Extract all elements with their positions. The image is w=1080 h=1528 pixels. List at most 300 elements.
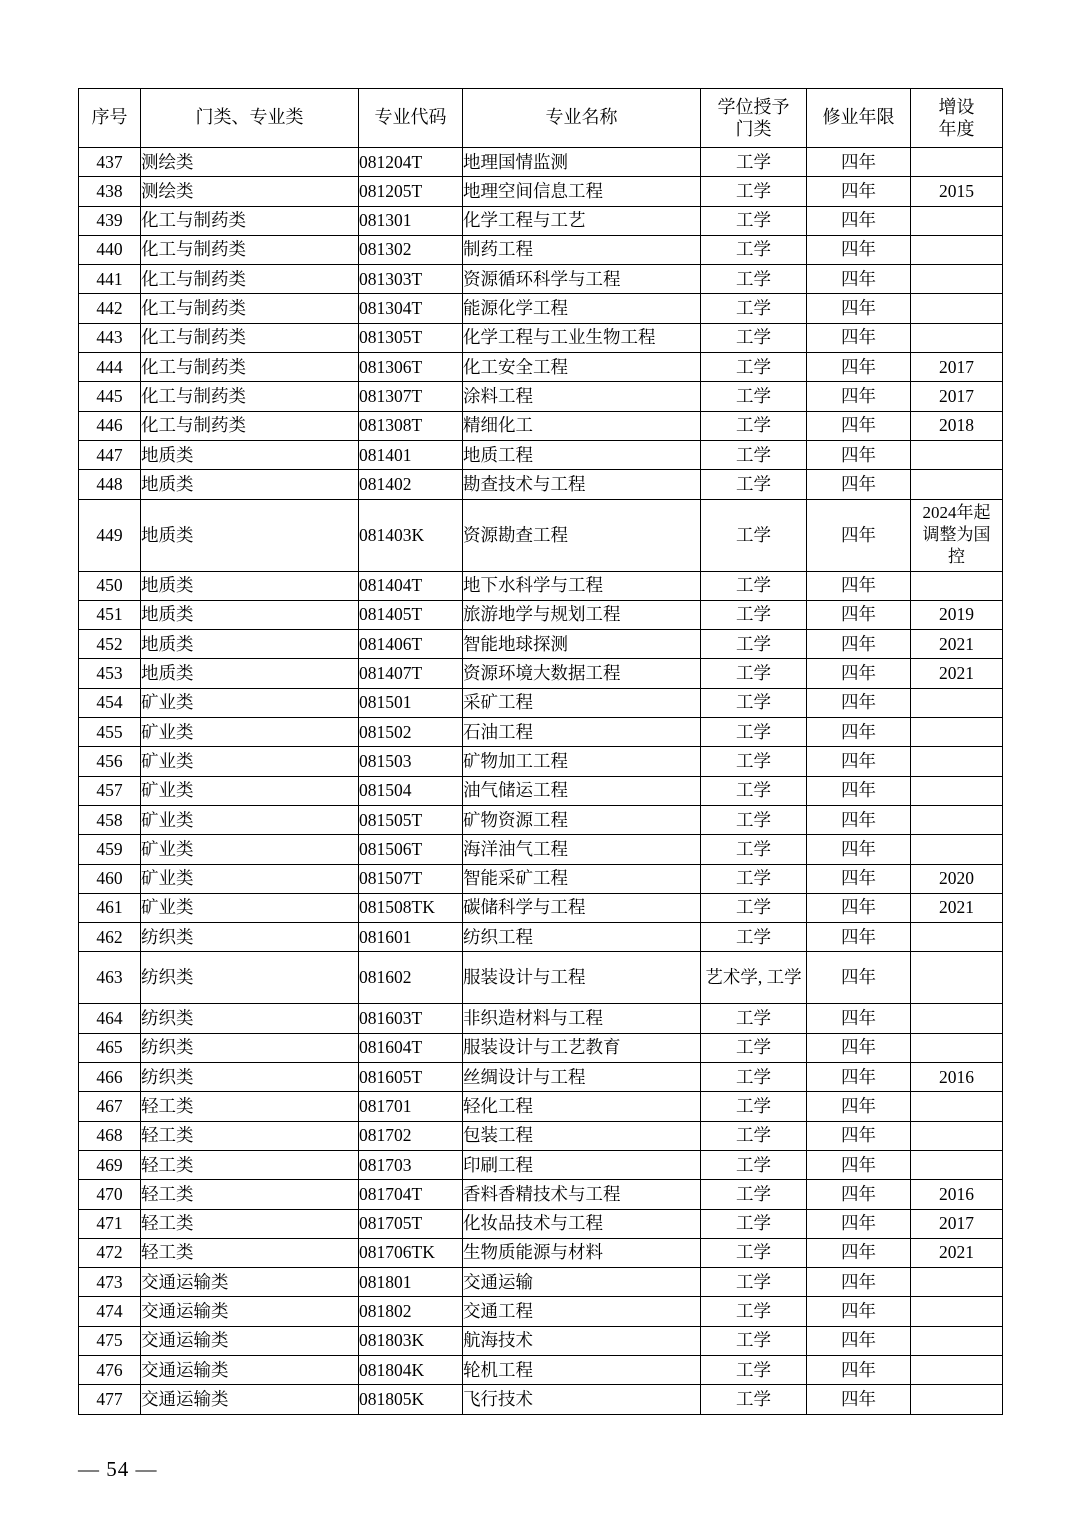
cell-major-name: 地质工程 bbox=[463, 440, 701, 469]
table-row bbox=[79, 1180, 1003, 1209]
cell-added-year: 2021 bbox=[911, 659, 1003, 688]
cell-major-name: 丝绸设计与工程 bbox=[463, 1063, 701, 1092]
cell-duration: 四年 bbox=[807, 747, 911, 776]
cell-major-name: 化妆品技术与工程 bbox=[463, 1209, 701, 1238]
cell-duration: 四年 bbox=[807, 235, 911, 264]
cell-added-year bbox=[911, 1004, 1003, 1033]
cell-serial: 444 bbox=[79, 353, 141, 382]
table-row bbox=[79, 1268, 1003, 1297]
page-number: — 54 — bbox=[78, 1457, 158, 1481]
cell-code: 081401 bbox=[359, 440, 463, 469]
cell-added-year bbox=[911, 747, 1003, 776]
cell-code: 081301 bbox=[359, 206, 463, 235]
cell-category: 化工与制药类 bbox=[141, 411, 359, 440]
cell-code: 081405T bbox=[359, 600, 463, 629]
cell-category: 矿业类 bbox=[141, 864, 359, 893]
cell-category: 化工与制药类 bbox=[141, 265, 359, 294]
cell-serial: 472 bbox=[79, 1238, 141, 1267]
cell-degree: 工学 bbox=[701, 235, 807, 264]
cell-added-year bbox=[911, 1150, 1003, 1179]
cell-serial: 449 bbox=[79, 499, 141, 571]
cell-category: 化工与制药类 bbox=[141, 353, 359, 382]
cell-added-year bbox=[911, 1326, 1003, 1355]
cell-duration: 四年 bbox=[807, 294, 911, 323]
cell-code: 081407T bbox=[359, 659, 463, 688]
cell-duration: 四年 bbox=[807, 893, 911, 922]
cell-duration: 四年 bbox=[807, 1326, 911, 1355]
cell-category: 地质类 bbox=[141, 630, 359, 659]
cell-major-name: 勘查技术与工程 bbox=[463, 470, 701, 499]
cell-category: 化工与制药类 bbox=[141, 294, 359, 323]
cell-added-year bbox=[911, 1355, 1003, 1384]
column-header-serial: 序号 bbox=[79, 89, 141, 148]
cell-code: 081706TK bbox=[359, 1238, 463, 1267]
cell-duration: 四年 bbox=[807, 835, 911, 864]
cell-duration: 四年 bbox=[807, 864, 911, 893]
cell-major-name: 涂料工程 bbox=[463, 382, 701, 411]
cell-duration: 四年 bbox=[807, 718, 911, 747]
cell-category: 化工与制药类 bbox=[141, 235, 359, 264]
cell-duration: 四年 bbox=[807, 440, 911, 469]
cell-major-name: 碳储科学与工程 bbox=[463, 893, 701, 922]
cell-serial: 458 bbox=[79, 805, 141, 834]
cell-degree: 工学 bbox=[701, 805, 807, 834]
cell-category: 轻工类 bbox=[141, 1180, 359, 1209]
cell-duration: 四年 bbox=[807, 805, 911, 834]
cell-degree: 工学 bbox=[701, 206, 807, 235]
cell-code: 081402 bbox=[359, 470, 463, 499]
cell-duration: 四年 bbox=[807, 1180, 911, 1209]
cell-major-name: 石油工程 bbox=[463, 718, 701, 747]
cell-serial: 475 bbox=[79, 1326, 141, 1355]
cell-degree: 工学 bbox=[701, 1385, 807, 1414]
cell-major-name: 海洋油气工程 bbox=[463, 835, 701, 864]
cell-duration: 四年 bbox=[807, 1150, 911, 1179]
cell-category: 化工与制药类 bbox=[141, 323, 359, 352]
cell-serial: 446 bbox=[79, 411, 141, 440]
table-row bbox=[79, 206, 1003, 235]
cell-degree: 工学 bbox=[701, 688, 807, 717]
cell-serial: 445 bbox=[79, 382, 141, 411]
cell-added-year bbox=[911, 805, 1003, 834]
cell-major-name: 非织造材料与工程 bbox=[463, 1004, 701, 1033]
cell-major-name: 印刷工程 bbox=[463, 1150, 701, 1179]
cell-added-year bbox=[911, 1268, 1003, 1297]
cell-category: 轻工类 bbox=[141, 1150, 359, 1179]
cell-duration: 四年 bbox=[807, 1297, 911, 1326]
cell-serial: 438 bbox=[79, 177, 141, 206]
cell-serial: 456 bbox=[79, 747, 141, 776]
cell-major-name: 化工安全工程 bbox=[463, 353, 701, 382]
cell-category: 地质类 bbox=[141, 499, 359, 571]
cell-serial: 461 bbox=[79, 893, 141, 922]
cell-degree: 工学 bbox=[701, 835, 807, 864]
cell-degree: 工学 bbox=[701, 893, 807, 922]
cell-category: 测绘类 bbox=[141, 177, 359, 206]
cell-category: 矿业类 bbox=[141, 718, 359, 747]
cell-added-year bbox=[911, 265, 1003, 294]
cell-major-name: 化学工程与工艺 bbox=[463, 206, 701, 235]
cell-code: 081303T bbox=[359, 265, 463, 294]
cell-duration: 四年 bbox=[807, 1063, 911, 1092]
cell-serial: 463 bbox=[79, 952, 141, 1004]
cell-degree: 工学 bbox=[701, 177, 807, 206]
cell-serial: 452 bbox=[79, 630, 141, 659]
table-row bbox=[79, 893, 1003, 922]
cell-serial: 474 bbox=[79, 1297, 141, 1326]
cell-degree: 工学 bbox=[701, 1004, 807, 1033]
cell-category: 纺织类 bbox=[141, 1063, 359, 1092]
cell-code: 081604T bbox=[359, 1033, 463, 1062]
cell-serial: 441 bbox=[79, 265, 141, 294]
cell-category: 测绘类 bbox=[141, 148, 359, 177]
cell-degree: 工学 bbox=[701, 1238, 807, 1267]
cell-added-year bbox=[911, 1297, 1003, 1326]
cell-serial: 451 bbox=[79, 600, 141, 629]
cell-category: 纺织类 bbox=[141, 1033, 359, 1062]
cell-added-year: 2017 bbox=[911, 382, 1003, 411]
cell-category: 轻工类 bbox=[141, 1121, 359, 1150]
cell-major-name: 旅游地学与规划工程 bbox=[463, 600, 701, 629]
cell-major-name: 资源勘查工程 bbox=[463, 499, 701, 571]
cell-degree: 工学 bbox=[701, 923, 807, 952]
cell-degree: 工学 bbox=[701, 1297, 807, 1326]
cell-degree: 工学 bbox=[701, 1268, 807, 1297]
table-row bbox=[79, 411, 1003, 440]
cell-category: 轻工类 bbox=[141, 1092, 359, 1121]
cell-duration: 四年 bbox=[807, 1033, 911, 1062]
cell-major-name: 轻化工程 bbox=[463, 1092, 701, 1121]
cell-added-year bbox=[911, 1092, 1003, 1121]
cell-duration: 四年 bbox=[807, 571, 911, 600]
table-row bbox=[79, 440, 1003, 469]
cell-degree: 工学 bbox=[701, 323, 807, 352]
table-row bbox=[79, 1063, 1003, 1092]
cell-serial: 465 bbox=[79, 1033, 141, 1062]
cell-degree: 工学 bbox=[701, 1033, 807, 1062]
table-row bbox=[79, 805, 1003, 834]
cell-category: 矿业类 bbox=[141, 776, 359, 805]
cell-degree: 工学 bbox=[701, 440, 807, 469]
cell-serial: 473 bbox=[79, 1268, 141, 1297]
cell-degree: 工学 bbox=[701, 1209, 807, 1238]
cell-major-name: 服装设计与工程 bbox=[463, 952, 701, 1004]
table-row bbox=[79, 1297, 1003, 1326]
cell-serial: 459 bbox=[79, 835, 141, 864]
cell-code: 081505T bbox=[359, 805, 463, 834]
cell-serial: 460 bbox=[79, 864, 141, 893]
cell-added-year bbox=[911, 923, 1003, 952]
cell-added-year bbox=[911, 294, 1003, 323]
cell-code: 081506T bbox=[359, 835, 463, 864]
cell-added-year bbox=[911, 206, 1003, 235]
cell-category: 地质类 bbox=[141, 440, 359, 469]
cell-duration: 四年 bbox=[807, 1238, 911, 1267]
cell-code: 081305T bbox=[359, 323, 463, 352]
table-row bbox=[79, 1092, 1003, 1121]
cell-degree: 工学 bbox=[701, 571, 807, 600]
cell-added-year: 2024年起调整为国控 bbox=[911, 499, 1003, 571]
cell-code: 081605T bbox=[359, 1063, 463, 1092]
table-row bbox=[79, 323, 1003, 352]
cell-duration: 四年 bbox=[807, 206, 911, 235]
cell-serial: 471 bbox=[79, 1209, 141, 1238]
table-row bbox=[79, 688, 1003, 717]
cell-code: 081503 bbox=[359, 747, 463, 776]
cell-added-year bbox=[911, 323, 1003, 352]
column-header-major-name: 专业名称 bbox=[463, 89, 701, 148]
cell-category: 轻工类 bbox=[141, 1238, 359, 1267]
cell-degree: 工学 bbox=[701, 600, 807, 629]
table-row bbox=[79, 1209, 1003, 1238]
cell-category: 纺织类 bbox=[141, 923, 359, 952]
table-header-row bbox=[79, 89, 1003, 148]
cell-added-year bbox=[911, 952, 1003, 1004]
cell-duration: 四年 bbox=[807, 411, 911, 440]
cell-serial: 437 bbox=[79, 148, 141, 177]
cell-code: 081403K bbox=[359, 499, 463, 571]
cell-category: 矿业类 bbox=[141, 835, 359, 864]
cell-degree: 工学 bbox=[701, 148, 807, 177]
cell-major-name: 精细化工 bbox=[463, 411, 701, 440]
cell-major-name: 地下水科学与工程 bbox=[463, 571, 701, 600]
table-row bbox=[79, 294, 1003, 323]
cell-major-name: 生物质能源与材料 bbox=[463, 1238, 701, 1267]
cell-degree: 工学 bbox=[701, 382, 807, 411]
table-row bbox=[79, 747, 1003, 776]
cell-serial: 477 bbox=[79, 1385, 141, 1414]
cell-serial: 464 bbox=[79, 1004, 141, 1033]
cell-degree: 工学 bbox=[701, 747, 807, 776]
cell-code: 081803K bbox=[359, 1326, 463, 1355]
table-row bbox=[79, 923, 1003, 952]
table-row bbox=[79, 600, 1003, 629]
cell-code: 081308T bbox=[359, 411, 463, 440]
cell-code: 081205T bbox=[359, 177, 463, 206]
table-row bbox=[79, 382, 1003, 411]
cell-duration: 四年 bbox=[807, 148, 911, 177]
cell-code: 081508TK bbox=[359, 893, 463, 922]
table-row bbox=[79, 1150, 1003, 1179]
cell-added-year bbox=[911, 776, 1003, 805]
column-header-degree bbox=[701, 89, 807, 148]
table-row bbox=[79, 1355, 1003, 1384]
cell-code: 081702 bbox=[359, 1121, 463, 1150]
cell-code: 081701 bbox=[359, 1092, 463, 1121]
cell-degree: 工学 bbox=[701, 1150, 807, 1179]
cell-duration: 四年 bbox=[807, 1355, 911, 1384]
cell-added-year bbox=[911, 470, 1003, 499]
cell-major-name: 交通工程 bbox=[463, 1297, 701, 1326]
cell-major-name: 香料香精技术与工程 bbox=[463, 1180, 701, 1209]
cell-category: 轻工类 bbox=[141, 1209, 359, 1238]
cell-category: 化工与制药类 bbox=[141, 206, 359, 235]
table-row bbox=[79, 1385, 1003, 1414]
cell-serial: 448 bbox=[79, 470, 141, 499]
cell-degree: 工学 bbox=[701, 718, 807, 747]
column-header-category: 门类、专业类 bbox=[141, 89, 359, 148]
cell-added-year bbox=[911, 1121, 1003, 1150]
cell-added-year bbox=[911, 688, 1003, 717]
cell-degree: 工学 bbox=[701, 864, 807, 893]
column-header-duration: 修业年限 bbox=[807, 89, 911, 148]
cell-major-name: 制药工程 bbox=[463, 235, 701, 264]
cell-major-name: 智能地球探测 bbox=[463, 630, 701, 659]
table-row bbox=[79, 470, 1003, 499]
cell-added-year bbox=[911, 1385, 1003, 1414]
cell-duration: 四年 bbox=[807, 382, 911, 411]
cell-added-year: 2017 bbox=[911, 1209, 1003, 1238]
column-header-added-year bbox=[911, 89, 1003, 148]
cell-degree: 工学 bbox=[701, 1121, 807, 1150]
cell-degree: 工学 bbox=[701, 265, 807, 294]
cell-added-year: 2019 bbox=[911, 600, 1003, 629]
cell-code: 081802 bbox=[359, 1297, 463, 1326]
cell-serial: 457 bbox=[79, 776, 141, 805]
cell-code: 081304T bbox=[359, 294, 463, 323]
cell-degree: 工学 bbox=[701, 630, 807, 659]
cell-serial: 443 bbox=[79, 323, 141, 352]
cell-category: 矿业类 bbox=[141, 688, 359, 717]
cell-code: 081602 bbox=[359, 952, 463, 1004]
cell-serial: 462 bbox=[79, 923, 141, 952]
cell-major-name: 地理空间信息工程 bbox=[463, 177, 701, 206]
table-row bbox=[79, 718, 1003, 747]
cell-added-year: 2020 bbox=[911, 864, 1003, 893]
cell-duration: 四年 bbox=[807, 952, 911, 1004]
cell-duration: 四年 bbox=[807, 688, 911, 717]
table-row bbox=[79, 1004, 1003, 1033]
cell-duration: 四年 bbox=[807, 1209, 911, 1238]
cell-serial: 466 bbox=[79, 1063, 141, 1092]
cell-serial: 442 bbox=[79, 294, 141, 323]
cell-serial: 469 bbox=[79, 1150, 141, 1179]
cell-major-name: 化学工程与工业生物工程 bbox=[463, 323, 701, 352]
cell-code: 081404T bbox=[359, 571, 463, 600]
table-row bbox=[79, 148, 1003, 177]
cell-degree: 工学 bbox=[701, 659, 807, 688]
cell-serial: 468 bbox=[79, 1121, 141, 1150]
cell-major-name: 矿物加工工程 bbox=[463, 747, 701, 776]
cell-duration: 四年 bbox=[807, 323, 911, 352]
cell-major-name: 航海技术 bbox=[463, 1326, 701, 1355]
cell-major-name: 能源化学工程 bbox=[463, 294, 701, 323]
cell-added-year bbox=[911, 235, 1003, 264]
table-row bbox=[79, 952, 1003, 1004]
cell-serial: 447 bbox=[79, 440, 141, 469]
cell-serial: 470 bbox=[79, 1180, 141, 1209]
cell-category: 地质类 bbox=[141, 600, 359, 629]
cell-added-year: 2016 bbox=[911, 1063, 1003, 1092]
table-row bbox=[79, 571, 1003, 600]
column-header-degree-line2: 门类 bbox=[735, 119, 772, 139]
cell-duration: 四年 bbox=[807, 630, 911, 659]
cell-code: 081804K bbox=[359, 1355, 463, 1384]
cell-duration: 四年 bbox=[807, 923, 911, 952]
cell-major-name: 油气储运工程 bbox=[463, 776, 701, 805]
cell-category: 交通运输类 bbox=[141, 1385, 359, 1414]
cell-degree: 工学 bbox=[701, 1180, 807, 1209]
cell-code: 081502 bbox=[359, 718, 463, 747]
cell-code: 081705T bbox=[359, 1209, 463, 1238]
undergraduate-majors-table bbox=[78, 88, 1003, 1415]
cell-duration: 四年 bbox=[807, 353, 911, 382]
cell-category: 地质类 bbox=[141, 659, 359, 688]
cell-code: 081204T bbox=[359, 148, 463, 177]
cell-category: 地质类 bbox=[141, 470, 359, 499]
cell-serial: 476 bbox=[79, 1355, 141, 1384]
cell-degree: 工学 bbox=[701, 1092, 807, 1121]
cell-duration: 四年 bbox=[807, 1268, 911, 1297]
cell-major-name: 包装工程 bbox=[463, 1121, 701, 1150]
cell-added-year: 2021 bbox=[911, 1238, 1003, 1267]
cell-duration: 四年 bbox=[807, 470, 911, 499]
cell-code: 081704T bbox=[359, 1180, 463, 1209]
cell-code: 081603T bbox=[359, 1004, 463, 1033]
cell-serial: 439 bbox=[79, 206, 141, 235]
cell-duration: 四年 bbox=[807, 177, 911, 206]
cell-added-year bbox=[911, 148, 1003, 177]
table-row bbox=[79, 235, 1003, 264]
cell-major-name: 服装设计与工艺教育 bbox=[463, 1033, 701, 1062]
table-row bbox=[79, 1238, 1003, 1267]
cell-degree: 工学 bbox=[701, 499, 807, 571]
cell-degree: 工学 bbox=[701, 1063, 807, 1092]
cell-major-name: 轮机工程 bbox=[463, 1355, 701, 1384]
cell-duration: 四年 bbox=[807, 1092, 911, 1121]
cell-major-name: 矿物资源工程 bbox=[463, 805, 701, 834]
cell-serial: 454 bbox=[79, 688, 141, 717]
cell-degree: 工学 bbox=[701, 1355, 807, 1384]
cell-major-name: 采矿工程 bbox=[463, 688, 701, 717]
cell-category: 矿业类 bbox=[141, 805, 359, 834]
cell-serial: 440 bbox=[79, 235, 141, 264]
cell-category: 地质类 bbox=[141, 571, 359, 600]
table-row bbox=[79, 630, 1003, 659]
cell-duration: 四年 bbox=[807, 1004, 911, 1033]
cell-added-year: 2018 bbox=[911, 411, 1003, 440]
cell-major-name: 智能采矿工程 bbox=[463, 864, 701, 893]
table-row bbox=[79, 835, 1003, 864]
cell-degree: 艺术学, 工学 bbox=[701, 952, 807, 1004]
cell-category: 纺织类 bbox=[141, 1004, 359, 1033]
cell-category: 矿业类 bbox=[141, 747, 359, 776]
table-row bbox=[79, 1121, 1003, 1150]
column-header-added-year-line1: 增设 bbox=[938, 96, 975, 117]
cell-major-name: 飞行技术 bbox=[463, 1385, 701, 1414]
cell-duration: 四年 bbox=[807, 600, 911, 629]
cell-code: 081307T bbox=[359, 382, 463, 411]
cell-code: 081507T bbox=[359, 864, 463, 893]
cell-major-name: 交通运输 bbox=[463, 1268, 701, 1297]
cell-duration: 四年 bbox=[807, 776, 911, 805]
cell-category: 交通运输类 bbox=[141, 1268, 359, 1297]
table-row bbox=[79, 353, 1003, 382]
cell-code: 081703 bbox=[359, 1150, 463, 1179]
cell-added-year bbox=[911, 835, 1003, 864]
cell-serial: 450 bbox=[79, 571, 141, 600]
cell-code: 081501 bbox=[359, 688, 463, 717]
cell-duration: 四年 bbox=[807, 1385, 911, 1414]
cell-code: 081406T bbox=[359, 630, 463, 659]
table-row bbox=[79, 776, 1003, 805]
cell-category: 化工与制药类 bbox=[141, 382, 359, 411]
cell-duration: 四年 bbox=[807, 1121, 911, 1150]
cell-code: 081504 bbox=[359, 776, 463, 805]
cell-code: 081302 bbox=[359, 235, 463, 264]
column-header-degree-line1: 学位授予 bbox=[717, 96, 790, 117]
table-row bbox=[79, 659, 1003, 688]
